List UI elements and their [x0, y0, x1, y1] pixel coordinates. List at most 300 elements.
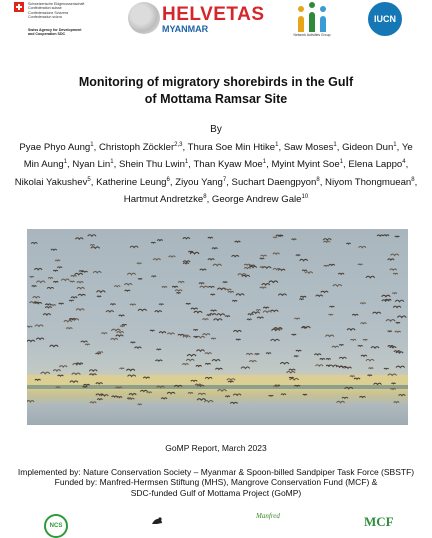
bird [47, 287, 54, 288]
bird [244, 264, 250, 265]
bird [255, 354, 260, 355]
bird [358, 345, 363, 346]
bird [326, 359, 331, 360]
bird [384, 368, 388, 369]
bird [172, 286, 178, 287]
swiss-agency-text: Swiss Agency for Development and Cooperation SDC [28, 28, 82, 37]
bird [138, 404, 142, 405]
bird [316, 295, 323, 296]
bird [96, 291, 105, 293]
globe-icon [128, 2, 160, 34]
author-name: Gideon Dun [342, 142, 394, 154]
bird [344, 367, 351, 368]
bird [198, 393, 205, 394]
bird [296, 350, 301, 351]
bird [35, 325, 43, 326]
bird [182, 364, 188, 365]
bird [294, 356, 298, 357]
bird [305, 272, 313, 273]
author-name: Hartmut Andretzke [123, 194, 204, 206]
bird [223, 282, 228, 283]
bird [303, 394, 307, 395]
bird [270, 310, 278, 311]
bird [188, 251, 193, 252]
bird [91, 247, 100, 249]
author-affiliation: 8 [411, 176, 415, 183]
author-name: Suchart Daengpyon [231, 176, 317, 188]
bird [120, 326, 124, 327]
bird [232, 300, 237, 301]
author-affiliation: 1 [262, 159, 267, 166]
bird [71, 297, 77, 298]
bird [225, 289, 232, 290]
bird [212, 248, 217, 249]
bird [79, 271, 84, 272]
bird [176, 293, 180, 294]
bird [241, 367, 250, 369]
implemented-by-line: Implemented by: Nature Conservation Society – Myanmar & Spoon-billed Sandpiper Task Force (SBSTF) [17, 467, 415, 477]
bird [299, 299, 303, 300]
bird [66, 328, 72, 329]
bird [371, 347, 379, 348]
bird [138, 279, 142, 280]
bird [377, 235, 383, 236]
bird [75, 238, 83, 239]
bird [101, 333, 107, 334]
report-date-line: GoMP Report, March 2023 [165, 443, 267, 453]
bird [110, 304, 115, 305]
ncs-logo: NCS [44, 514, 68, 538]
bird [314, 354, 321, 355]
bird [289, 369, 295, 370]
bird [300, 296, 306, 297]
bird [395, 236, 399, 237]
author-affiliation: 1 [110, 159, 114, 166]
bird [53, 370, 60, 371]
person-icon [298, 16, 304, 32]
bird [112, 396, 118, 397]
bird [321, 291, 328, 292]
bird [208, 286, 214, 287]
author-affiliation: 1 [184, 159, 189, 166]
author-affiliation: 4 [402, 159, 406, 166]
bird [324, 265, 329, 266]
nag-caption: Network Activities Group [293, 33, 331, 37]
bird [368, 368, 373, 369]
bird [233, 330, 241, 331]
bird [278, 294, 286, 295]
bird [178, 334, 184, 335]
bird [124, 284, 132, 285]
bird [257, 317, 263, 318]
author-affiliation: 2,3 [174, 142, 183, 148]
bird [196, 350, 204, 351]
bird [360, 303, 365, 304]
bird [90, 245, 94, 246]
bird [236, 339, 241, 340]
bird [83, 386, 88, 387]
bird [98, 352, 103, 353]
bird [228, 381, 233, 382]
author-name: Than Kyaw Moe [193, 159, 263, 171]
bird [30, 276, 34, 277]
funded-by-line: Funded by: Manfred-Hermsen Stiftung (MHS), Mangrove Conservation Fund (MCF) & [54, 477, 378, 488]
bird [260, 287, 266, 288]
bird [53, 281, 58, 282]
spoon-billed-sandpiper-icon [150, 514, 164, 528]
author-name: George Andrew Gale [211, 194, 302, 206]
bird [48, 278, 53, 279]
bird [215, 368, 222, 369]
bird [287, 371, 296, 372]
bird [36, 281, 45, 283]
bird [117, 332, 124, 333]
author-name: Ye Min Aung [23, 142, 413, 171]
bird [78, 294, 85, 295]
bird [97, 399, 102, 400]
bird [366, 359, 374, 360]
bird [111, 338, 118, 339]
bird [75, 273, 83, 274]
bird [45, 304, 51, 305]
author-name: Ziyou Yang [175, 176, 223, 188]
bird [361, 355, 367, 356]
bird [137, 263, 142, 264]
bird [392, 293, 397, 294]
bird [390, 269, 397, 270]
bird [246, 353, 253, 354]
bird [323, 241, 329, 242]
bird [200, 269, 207, 270]
bird [188, 393, 193, 394]
bird [153, 259, 161, 260]
bird [214, 319, 223, 321]
bird [399, 395, 406, 396]
bird [82, 271, 87, 272]
bird [34, 268, 42, 269]
author-affiliation: 8 [203, 194, 207, 201]
bird [70, 281, 75, 282]
bird [280, 362, 289, 364]
bird [122, 324, 126, 325]
bird [261, 255, 267, 256]
bird [72, 373, 81, 375]
bird [194, 336, 198, 337]
bird [204, 400, 213, 402]
bird [323, 239, 331, 240]
author-affiliation: 1 [333, 142, 337, 148]
bird [169, 256, 176, 257]
bird [183, 238, 190, 239]
person-icon [309, 2, 315, 8]
bird [273, 253, 280, 254]
bird [263, 307, 269, 308]
bird [252, 312, 260, 313]
bird [191, 308, 198, 309]
bird [186, 303, 191, 304]
bird [130, 304, 136, 305]
bird [89, 374, 96, 375]
bird [159, 332, 166, 333]
bird [333, 285, 342, 287]
bird [96, 353, 101, 354]
bird [151, 276, 156, 277]
bird [391, 383, 395, 384]
bird [238, 274, 246, 275]
bird [292, 239, 297, 240]
bird [114, 286, 120, 287]
bird [368, 375, 372, 376]
bird [64, 320, 72, 321]
bird [50, 345, 59, 346]
bird [315, 365, 323, 366]
bird [147, 392, 152, 393]
bird [61, 279, 69, 280]
bird [71, 275, 77, 276]
helvetas-name: HELVETAS [162, 4, 265, 25]
bird [131, 342, 136, 343]
bird [249, 265, 254, 266]
bird [236, 294, 244, 295]
bird [155, 360, 162, 361]
bird [159, 304, 163, 305]
bird [394, 351, 400, 352]
person-icon [320, 16, 326, 32]
by-label: By [210, 124, 222, 135]
bird [395, 331, 401, 332]
bird [320, 359, 325, 360]
author-affiliation: 10 [301, 194, 309, 201]
bird [183, 261, 190, 262]
bird [202, 334, 210, 335]
author-name: Myint Myint Soe [271, 159, 340, 171]
bird [208, 259, 214, 260]
network-activities-group-logo [290, 0, 334, 40]
bird [396, 322, 400, 323]
bird [93, 271, 101, 272]
bird [212, 360, 220, 361]
bird [138, 309, 147, 311]
bird [157, 240, 162, 241]
bird [213, 264, 222, 266]
bird [199, 283, 204, 284]
author-list: Pyae Phyo Aung$^1$, Christoph Zöckler$^{2,3}$, Thura Soe Min Htike$^1$, Saw Moses$^1$, Gideon Dun$^1$, Ye Min Aung$^1$, Nyan Lin$^1$, Shein Thu Lwin$^1$, Than Kyaw Moe$^1$, Myint Myint Soe$^1$, Elena Lappo$^4$, Nikolai Yakushev$^5$, Katherine Leung$^6$, Ziyou Yang$^7$, Suchart Daengpyon$^8$, Niyom Thongmuean$^8$, Hartmut Andretzke$^8$, George Andrew Gale$^{10}$ [14, 142, 418, 206]
bird [273, 237, 277, 238]
author-name: Niyom Thongmuean [325, 176, 412, 188]
bird [397, 316, 406, 318]
author-affiliation: 1 [63, 159, 68, 166]
bird [196, 365, 202, 366]
person-icon [320, 6, 326, 12]
bird [228, 291, 234, 292]
author-name: Shein Thu Lwin [118, 159, 185, 171]
bird [45, 307, 51, 308]
bird [90, 402, 96, 403]
bird [178, 281, 184, 282]
header-logos [0, 0, 432, 42]
bird [43, 314, 51, 315]
bird [278, 269, 285, 270]
bird [247, 319, 251, 320]
bird [76, 309, 84, 310]
author-name: Elena Lappo [348, 159, 403, 171]
author-name: Thura Soe Min Htike [187, 142, 276, 154]
bird [260, 258, 264, 259]
bird [347, 329, 355, 330]
bird [358, 264, 363, 265]
bird [329, 314, 333, 315]
bird [262, 284, 270, 285]
bird [69, 300, 74, 301]
bird [363, 339, 367, 340]
bird [187, 354, 196, 356]
bird [85, 344, 90, 345]
bird [126, 369, 134, 370]
bird [346, 243, 350, 244]
bird [373, 312, 381, 313]
bird [116, 335, 124, 336]
bird [300, 259, 308, 260]
bird [36, 338, 44, 339]
bird [296, 255, 300, 256]
bird [130, 246, 138, 247]
bird [97, 296, 101, 297]
bird [34, 302, 39, 303]
bird [120, 368, 125, 369]
bird [350, 339, 356, 340]
bird [186, 359, 194, 360]
author-name: Nyan Lin [72, 159, 111, 171]
bird [155, 311, 162, 312]
bird [263, 311, 271, 312]
bird [218, 390, 227, 392]
bird [167, 333, 174, 334]
bird [225, 316, 230, 317]
implementation-credits [10, 467, 422, 498]
bird [339, 357, 346, 358]
bird [383, 235, 389, 236]
bird [302, 270, 307, 271]
bird [202, 319, 208, 320]
author-affiliation: 8 [316, 176, 320, 183]
bird [129, 394, 136, 395]
bird [140, 390, 147, 391]
bird [281, 394, 286, 395]
bird [338, 273, 344, 274]
shorebird-flock-photo [27, 229, 408, 425]
bird [232, 255, 239, 256]
bird [101, 395, 108, 396]
bird [197, 399, 206, 401]
bird [135, 347, 142, 348]
helvetas-logo [128, 0, 268, 40]
bird [167, 392, 175, 393]
bird [127, 273, 135, 274]
bird [81, 341, 88, 342]
bird [53, 270, 57, 271]
bird [106, 311, 114, 312]
bird [244, 267, 251, 268]
bird [125, 290, 130, 291]
bird [150, 330, 154, 331]
bird [89, 370, 97, 371]
bird [211, 294, 215, 295]
bird [194, 311, 202, 312]
bird [269, 281, 278, 283]
bird [242, 275, 250, 276]
bird [359, 396, 365, 397]
bird [217, 288, 226, 290]
bird [326, 365, 330, 366]
author-affiliation: 1 [90, 142, 94, 148]
bird [32, 286, 37, 287]
author-affiliation: 5 [87, 176, 91, 183]
author-affiliation: 1 [275, 142, 279, 148]
helvetas-country: MYANMAR [162, 24, 209, 34]
bird [157, 349, 161, 350]
author-name: Christoph Zöckler [98, 142, 175, 154]
bird [233, 394, 241, 395]
bird [294, 318, 299, 319]
bird [225, 396, 229, 397]
bird [193, 330, 197, 331]
bird [161, 398, 167, 399]
bird [274, 386, 279, 387]
bird [27, 326, 32, 327]
bird [57, 267, 62, 268]
bird [235, 241, 241, 242]
bird [271, 339, 280, 341]
bird [88, 235, 96, 236]
manfred-hermsen-logo: Manfred [256, 512, 280, 520]
bird [395, 300, 404, 302]
bird [332, 346, 339, 347]
bird-flock-drawing [27, 229, 408, 425]
bird [183, 336, 190, 337]
bird [358, 246, 365, 247]
bird [393, 306, 401, 307]
bird [337, 401, 345, 402]
bird [77, 287, 85, 288]
bird [59, 366, 67, 367]
mcf-logo: MCF [364, 514, 394, 529]
bird [41, 372, 50, 374]
author-name: Nikolai Yakushev [14, 176, 88, 188]
bird [329, 264, 335, 265]
bird [325, 335, 334, 337]
bird [342, 397, 348, 398]
bird [352, 314, 358, 315]
author-name: Katherine Leung [96, 176, 167, 188]
bird [396, 366, 405, 368]
bird [27, 340, 35, 341]
bird [33, 297, 40, 298]
swiss-flag-icon [14, 2, 24, 12]
bird [217, 314, 225, 315]
author-affiliation: 6 [166, 176, 170, 183]
bird [388, 331, 392, 332]
bird [31, 242, 37, 243]
bird [230, 402, 237, 403]
author-affiliation: 1 [393, 142, 397, 148]
bird [390, 347, 396, 348]
report-title: Monitoring of migratory shorebirds in the Gulf of Mottama Ramsar Site [78, 75, 354, 106]
bird [388, 259, 395, 260]
bird [339, 345, 343, 346]
bird [190, 252, 199, 254]
bird [55, 260, 60, 261]
bird [27, 401, 34, 402]
